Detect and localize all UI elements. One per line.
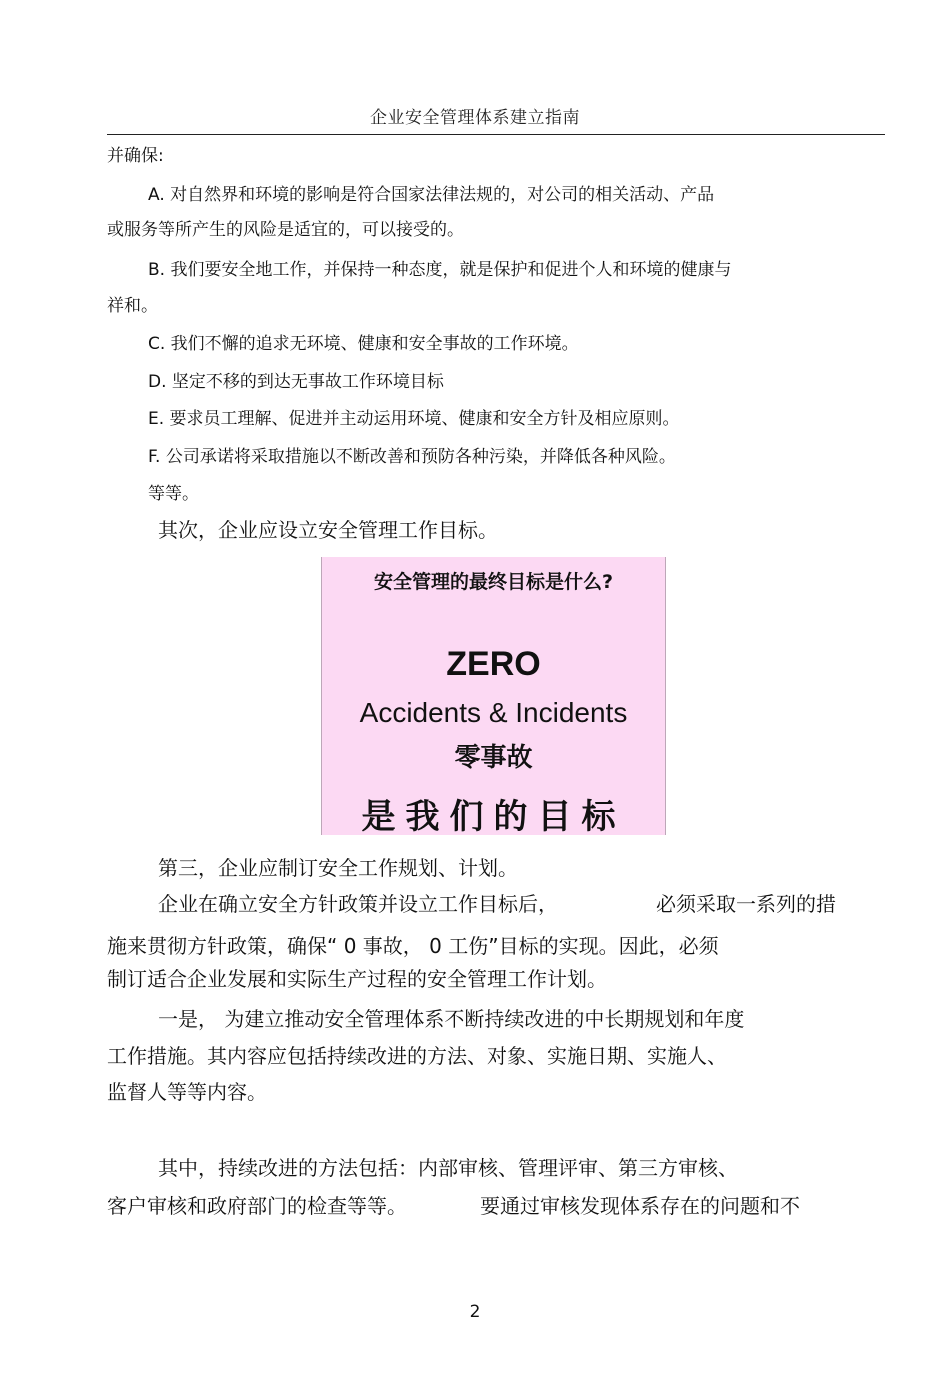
method-line2a: 客户审核和政府部门的检查等等。 — [107, 1194, 407, 1218]
item-b-line2: 祥和。 — [107, 296, 158, 316]
first-item-line1: 一是， 为建立推动安全管理体系不断持续改进的中长期规划和年度 — [158, 1007, 745, 1031]
first-item-line3: 监督人等等内容。 — [107, 1080, 267, 1104]
figure-our-goal: 是我们的目标 — [361, 797, 626, 837]
para1-line2: 施来贯彻方针政策，确保“ 0 事故， 0 工伤”目标的实现。因此，必须 — [107, 934, 719, 958]
safety-goal-figure — [321, 557, 666, 835]
item-b-line1: B. 我们要安全地工作，并保持一种态度，就是保护和促进个人和环境的健康与 — [148, 260, 732, 280]
para1-line1a: 企业在确立安全方针政策并设立工作目标后， — [158, 892, 558, 916]
item-a-line2: 或服务等所产生的风险是适宜的，可以接受的。 — [107, 220, 464, 240]
item-f: F. 公司承诺将采取措施以不断改善和预防各种污染，并降低各种风险。 — [148, 447, 676, 467]
item-e: E. 要求员工理解、促进并主动运用环境、健康和安全方针及相应原则。 — [148, 409, 680, 429]
third-point: 第三，企业应制订安全工作规划、计划。 — [158, 856, 518, 880]
item-d: D. 坚定不移的到达无事故工作环境目标 — [148, 372, 444, 392]
figure-zero-accidents-zh: 零事故 — [454, 743, 533, 773]
first-item-line2: 工作措施。其内容应包括持续改进的方法、对象、实施日期、实施人、 — [107, 1044, 727, 1068]
header-divider — [107, 134, 885, 135]
page-number: 2 — [469, 1302, 481, 1322]
etc-text: 等等。 — [148, 484, 199, 504]
para1-line1b: 必须采取一系列的措 — [656, 892, 836, 916]
second-point: 其次，企业应设立安全管理工作目标。 — [158, 518, 498, 542]
figure-question: 安全管理的最终目标是什么? — [373, 571, 614, 593]
method-line1: 其中，持续改进的方法包括：内部审核、管理评审、第三方审核、 — [158, 1156, 738, 1180]
item-c: C. 我们不懈的追求无环境、健康和安全事故的工作环境。 — [148, 334, 579, 354]
figure-accidents-incidents: Accidents & Incidents — [359, 697, 628, 728]
figure-zero: ZERO — [446, 645, 541, 683]
item-a-line1: A. 对自然界和环境的影响是符合国家法律法规的，对公司的相关活动、产品 — [148, 185, 715, 205]
method-line2b: 要通过审核发现体系存在的问题和不 — [480, 1194, 800, 1218]
ensure-intro: 并确保: — [107, 146, 164, 166]
para1-line3: 制订适合企业发展和实际生产过程的安全管理工作计划。 — [107, 967, 607, 991]
page-header-title: 企业安全管理体系建立指南 — [370, 108, 580, 128]
